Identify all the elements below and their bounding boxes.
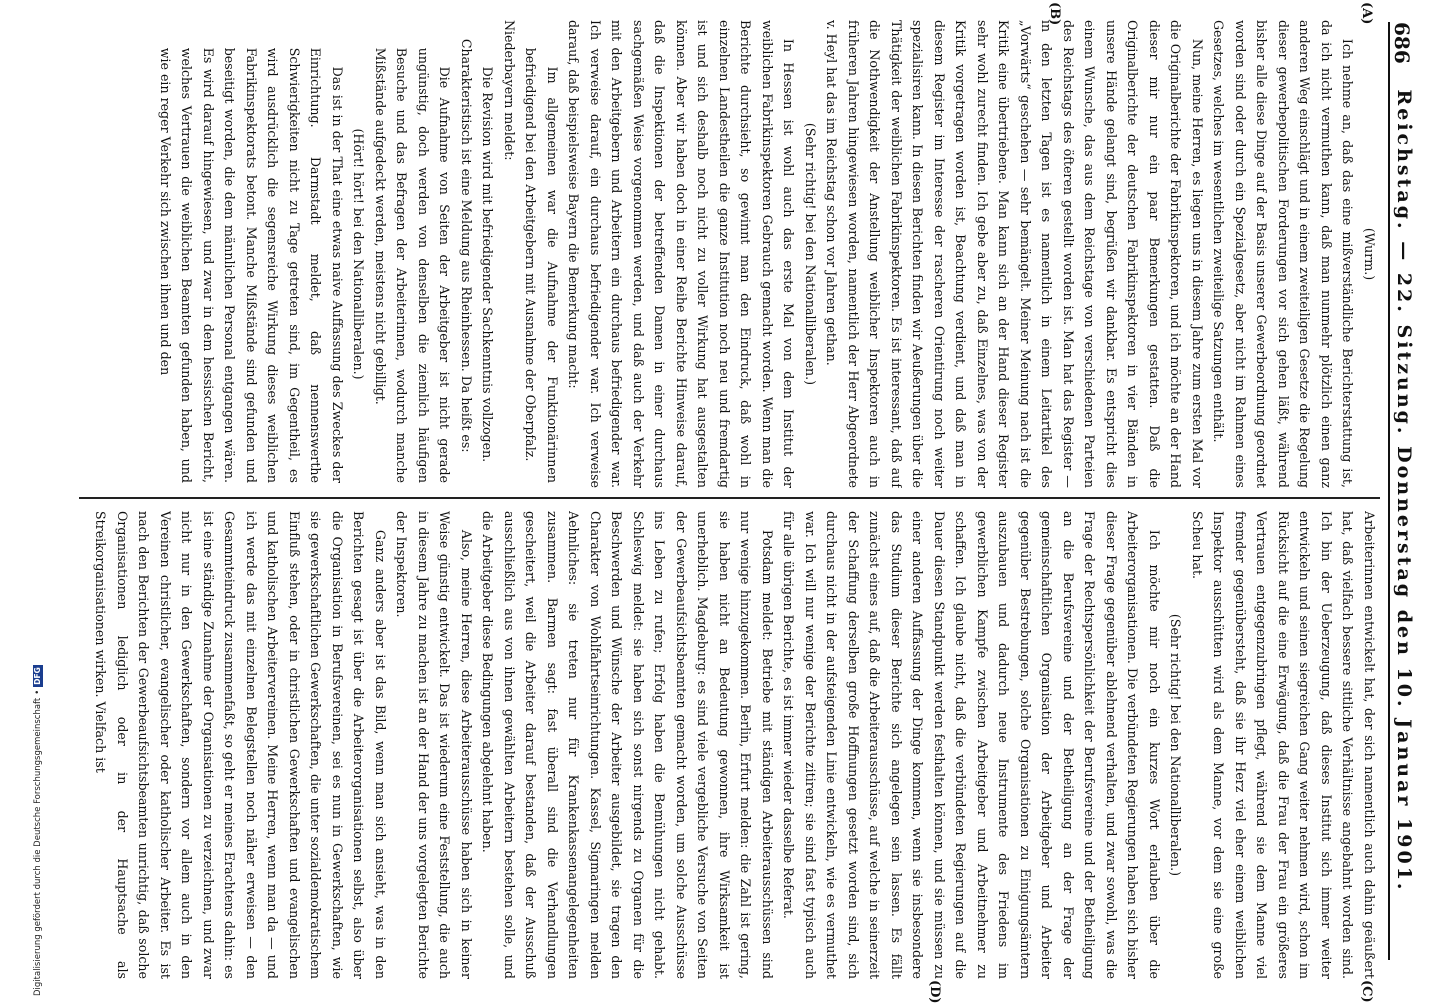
quotation: Die Revision wird mit befriedigender Sachkenntnis vollzogen.: [480, 66, 496, 463]
interjection: (Hört! hört! bei den Nationalliberalen.): [351, 128, 367, 380]
margin-marker-c: (C): [1359, 980, 1374, 1003]
interjection: (Sehr richtig! bei den Nationalliberalen.): [1168, 613, 1184, 877]
column-divider: [79, 497, 1380, 499]
quotation: Das ist in der That eine etwas naive Auffassung des Zweckes der Einrichtung. Darmstadt meldet, daß nennenswerthe Schwierigkeiten nicht zu Tage getreten sind, im Gegentheil, es wird ausdrücklich die segensreiche Wirkung dieses weiblichen Fabrikinspektorats betont. Manche Mißstände sind gefunden und beseitigt worden, die dem männlichen Personal entgangen wären. Es wird darauf hingewiesen, und zwar in dem hessischen Bericht, welches Vertrauen die weiblichen Beamten gefunden haben, und wie ein reger Verkehr sich zwischen ihnen und den: [158, 47, 345, 483]
left-column: [79, 20, 1380, 488]
right-column: [79, 511, 1380, 979]
running-title: Reichstag. — 22. Sitzung. Donnerstag den 10. Januar 1901.: [1393, 89, 1415, 893]
speaker-name: (Wurm.): [1362, 227, 1377, 281]
interjection: (Sehr richtig! bei den Nationalliberalen.): [803, 122, 818, 386]
paragraph: Potsdam meldet: Betriebe mit ständigen Arbeiterausschüssen sind nur wenige hinzugekommen. Berlin, Erfurt melden: die Zahl ist gering, sie haben nicht an Bedeutung gewonnen, ihre Wirksamkeit ist unerheblich. Magdeburg: es sind viele vergebliche Versuche von Seiten der Gewerbeaufsichtsbeamten gemacht worden, um solche Ausschüsse ins Leben zu rufen; Erfolg haben die Bemühungen nicht gehabt. Schleswig meldet: sie haben sich sonst nirgends zu Organen für die Beschwerden und Wünsche der Arbeiter ausgebildet, sie tragen den Charakter von Wohlfahrtseinrichtungen. Kassel, Sigmaringen melden Aehnliches: sie treten nur für Krankenkassenangelegenheiten zusammen. Barmen sagt: fast überall sind die Verhandlungen gescheitert, weil die Arbeiter darauf bestanden, daß der Ausschuß ausschließlich aus von ihnen gewählten Arbeitern bestehen solle, und die Arbeitgeber diese Bedingungen abgelehnt haben.: [480, 511, 775, 979]
margin-marker-d: (D): [927, 980, 942, 1004]
paragraph: Also, meine Herren, diese Arbeiterausschüsse haben sich in keiner Weise günstig entwickelt. Das ist wiederum eine Feststellung, die auch in diesem Jahre zu machen ist an der Hand der uns vorgelegten Berichte der Inspektoren.: [394, 511, 474, 979]
paragraph: In Hessen ist wohl auch das erste Mal von dem Institut der weiblichen Fabrikinspektoren Gebrauch gemacht worden. Wenn man die Berichte durchsieht, so gewinnt man den Eindruck, daß wohl in einzelnen Landestheilen die ganze Institution noch neu und fremdartig ist und sich deshalb noch nicht zu voller Wirkung hat ausgestalten können. Aber wir haben doch in einer Reihe Berichte Hinweise darauf, daß die Inspektionen der betreffenden Damen in einer durchaus sachgemäßen Weise vorgenommen werden, und daß auch der Verkehr mit den Arbeitgebern und Arbeitern ein durchaus befriedigender war. Ich verweise darauf, ein durchaus befriedigender war. Ich verweise darauf, daß beispielsweise Bayern die Bemerkung macht:: [566, 20, 797, 488]
margin-marker-b: (B): [1047, 2, 1062, 26]
paragraph: Ich möchte mir noch ein kurzes Wort erlauben über die Arbeiterorganisationen. Die verbündeten Regierungen haben sich bisher dieser Frage gegenüber ablehnend verhalten, und zwar sowohl, was die Frage der Rechtspersönlichkeit der Berufsvereine und der Betheiligung an die Berufsvereine und der Betheiligung an der Frage der gemeinschaftlichen Organisation der Arbeitgeber und Arbeiter gegenüber Bestrebungen, solche Organisationen zu Einigungsämtern auszubauen und dadurch neue Instrumente des Friedens im gewerblichen Kampfe zwischen Arbeitgeber und Arbeitnehmer zu schaffen. Ich glaube nicht, daß die verbündeten Regierungen auf die Dauer diesen Standpunkt werden festhalten können, und sie müssen zu einer anderen Auffassung der Dinge kommen, wenn sie insbesondere das Studium dieser Berichte sich angelegen sein lassen. Es fällt zunächst eines auf, daß die Arbeiterausschüsse, auf welche in seinerzeit der Schaffung derselben große Hoffnungen gesetzt worden sind, sich durchaus nicht in der aufsteigenden Linie entwickeln, wie es vermuthet war. Ich will nur wenige der Berichte zitiren; sie sind fast typisch auch für alle übrigen Berichte, es ist immer wieder dasselbe Referat.: [781, 511, 1162, 979]
side-margin: [0, 0, 67, 1000]
quotation: Die Aufnahme von Seiten der Arbeitgeber ist nicht gerade ungünstig, doch werden von denselben die ziemlich häufigen Besuche und das Befragen der Arbeiterinnen, wodurch manche Mißstände aufgedeckt werden, meistens nicht gebilligt.: [373, 47, 453, 483]
digitization-note: Digitalisierung gefördert durch die Deutsche Forschungsgemeinschaft: [33, 697, 43, 996]
paragraph: Ich nehme an, daß das eine mißverständliche Berichterstattung ist, da ich nicht vermuthen kann, daß man nunmehr plötzlich einen ganz anderen Weg einschlägt und in einem zweiteiligen Gesetze die Regelung dieser gewerbepolitischen Forderungen vor sich gehen läßt, während bisher alle diese Dinge auf der Basis unserer Gewerbeordnung geordnet worden sind oder durch ein Spezialgesetz, aber nicht im Rahmen eines Gesetzes, welches im wesentlichen zweiteilige Satzungen enthält.: [1211, 20, 1356, 488]
page-header: [1388, 22, 1426, 960]
paragraph: Arbeiterinnen entwickelt hat, der sich namentlich auch dahin geäußert hat, daß vielfach bessere sittliche Verhältnisse angebahnt worden sind. Ich bin der Ueberzeugung, daß dieses Institut sich immer weiter entwickeln und seinen siegreichen Gang weiter nehmen wird, schon im Rücksicht auf die eine Erwägung, daß die Frau der Frau ein größeres Vertrauen entgegenzubringen pflegt, während sie dem Manne viel fremder gegenübersteht, daß sie ihr Herz viel eher einem weiblichen Inspektor ausschütten wird als dem Manne, vor dem sie eine große Scheu hat.: [1190, 511, 1377, 979]
paragraph: Ganz anders aber ist das Bild, wenn man sich ansieht, was in den Berichten gesagt ist über die Arbeiterorganisationen selbst, also über die Organisation in Berufsvereinen, sei es nun in Gewerkschaften, wie sie gewerkschaftlichen Gewerkschaften, die unter sozialdemokratischem Einfluß stehen, oder in christlichen Gewerkschaften und evangelischen und katholischen Arbeitervereinen. Meine Herren, wenn man da — und ich werde das mit einzelnen Belegstellen noch näher erweisen — den Gesammteindruck zusammenfaßt, so geht er meines Erachtens dahin: es ist eine ständige Zunahme der Organisationen zu verzeichnen, und zwar nicht nur in den Gewerkschaften, sondern vor allem auch in den Vereinen christlicher, evangelischer oder katholischer Arbeiter. Es ist nach den Berichten der Gewerbeaufsichtsbeamten unrichtig, daß solche Organisationen lediglich oder in der Hauptsache als Streikorganisationen wirken. Vielfach ist: [93, 511, 388, 979]
dfg-logo: DFG: [33, 667, 42, 685]
rotated-document-page: [67, 0, 1434, 1004]
paragraph: Charakteristisch ist eine Meldung aus Rheinhessen. Da heißt es:: [459, 38, 474, 453]
paragraph: Nun, meine Herren, es liegen uns in diesem Jahre zum ersten Mal vor die Originalberichte der Fabrikinspektoren, und ich möchte an der Hand dieser mir nur ein paar Bemerkungen gestatten. Daß die Originalberichte der deutschen Fabrikinspektoren in vier Bänden in unsere Hände gelangt sind, begrüßen wir dankbar. Es entspricht dies einem Wunsche, das aus dem Reichstage von verschiedenen Parteien des Reichstags des öfteren gestellt worden ist. Man hat das Register — in den letzten Tagen ist es namentlich in einem Leitartikel des „Vorwärts“ geschehen — sehr bemängelt. Meiner Meinung nach ist die Kritik eine übertriebene. Man kann sich an der Hand dieser Register sehr wohl zurecht finden. Ich gebe aber zu, daß Einzelnes, was von der Kritik vorgetragen worden ist, Beachtung verdient, und daß man in diesem Register im Interesse der rascheren Orientirung noch weiter spezialisiren kann. In diesen Berichten finden wir Aeußerungen über die Thätigkeit der weiblichen Fabrikinspektoren. Es ist interessant, daß auf die Nothwendigkeit der Anstellung weiblicher Inspektoren auch in früheren Jahren hingewiesen worden, namentlich der Herr Abgeordnete v. Heyl hat das im Reichstag schon vor Jahren gethan.: [824, 20, 1205, 488]
margin-marker-a: (A): [1359, 2, 1374, 25]
quotation: Im allgemeinen war die Aufnahme der Funktionärinnen befriedigend bei den Arbeitgebern mit Ausnahme der Oberpfalz.: [523, 47, 560, 483]
digitization-credit: Digitalisierung gefördert durch die Deutsche Forschungsgemeinschaft • DFG: [33, 667, 43, 996]
paragraph: Niederbayern meldet:: [502, 20, 517, 161]
page-number: 686: [1390, 22, 1414, 64]
